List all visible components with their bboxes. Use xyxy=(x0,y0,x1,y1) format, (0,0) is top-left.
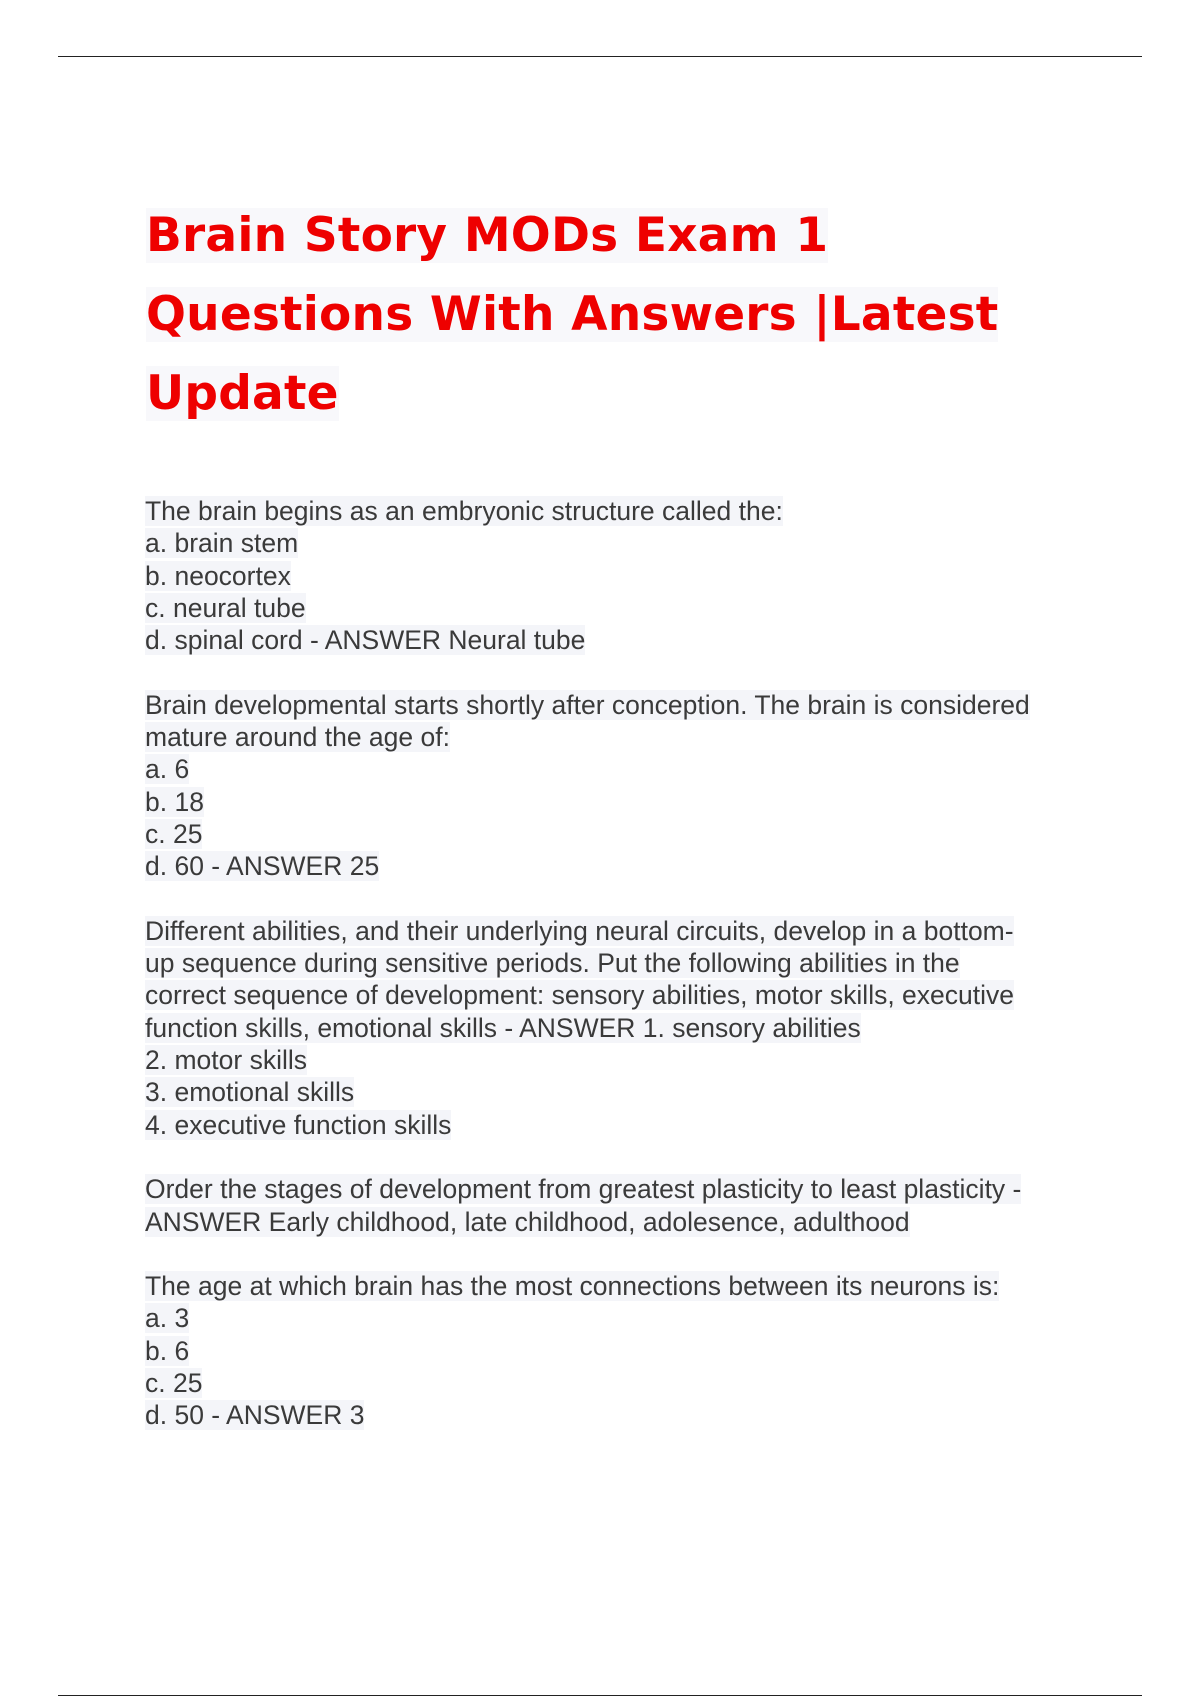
answer-line: d. spinal cord - ANSWER Neural tube xyxy=(145,625,586,656)
answer-line: 2. motor skills xyxy=(145,1045,307,1076)
answer-line: function skills, emotional skills - ANSWER 1. sensory abilities xyxy=(145,1012,861,1043)
answer-line: ANSWER Early childhood, late childhood, adolesence, adulthood xyxy=(145,1206,910,1237)
answer-line: d. 50 - ANSWER 3 xyxy=(145,1400,365,1431)
option-line: b. neocortex xyxy=(145,560,291,591)
document-title xyxy=(146,196,1106,433)
option-line: a. 3 xyxy=(145,1303,190,1334)
bottom-rule xyxy=(58,1695,1142,1696)
option-line: a. 6 xyxy=(145,754,190,785)
option-line: c. 25 xyxy=(145,818,203,849)
question-text: Brain developmental starts shortly after conception. The brain is considered xyxy=(145,689,1030,720)
question-text: Different abilities, and their underlying neural circuits, develop in a bottom- xyxy=(145,915,1014,946)
option-line: a. brain stem xyxy=(145,528,299,559)
question-text: Order the stages of development from greatest plasticity to least plasticity - xyxy=(145,1174,1022,1205)
question-block-5 xyxy=(145,1270,1105,1431)
option-line: b. 6 xyxy=(145,1335,190,1366)
title-line: Questions With Answers |Latest xyxy=(146,287,999,342)
top-rule xyxy=(58,56,1142,57)
question-block-4 xyxy=(145,1173,1105,1238)
option-line: c. 25 xyxy=(145,1368,203,1399)
option-line: b. 18 xyxy=(145,786,204,817)
question-block-1 xyxy=(145,495,1105,656)
question-text: The age at which brain has the most connections between its neurons is: xyxy=(145,1271,1000,1302)
question-text: up sequence during sensitive periods. Put the following abilities in the xyxy=(145,948,960,979)
answer-line: 3. emotional skills xyxy=(145,1077,355,1108)
question-text: mature around the age of: xyxy=(145,722,450,753)
option-line: c. neural tube xyxy=(145,592,306,623)
title-line: Brain Story MODs Exam 1 xyxy=(146,208,829,263)
question-block-3 xyxy=(145,915,1105,1141)
question-text: correct sequence of development: sensory abilities, motor skills, executive xyxy=(145,980,1015,1011)
document-body xyxy=(145,495,1105,1464)
title-line: Update xyxy=(146,366,339,421)
answer-line: 4. executive function skills xyxy=(145,1109,452,1140)
question-block-2 xyxy=(145,689,1105,883)
answer-line: d. 60 - ANSWER 25 xyxy=(145,851,380,882)
question-text: The brain begins as an embryonic structure called the: xyxy=(145,496,783,526)
